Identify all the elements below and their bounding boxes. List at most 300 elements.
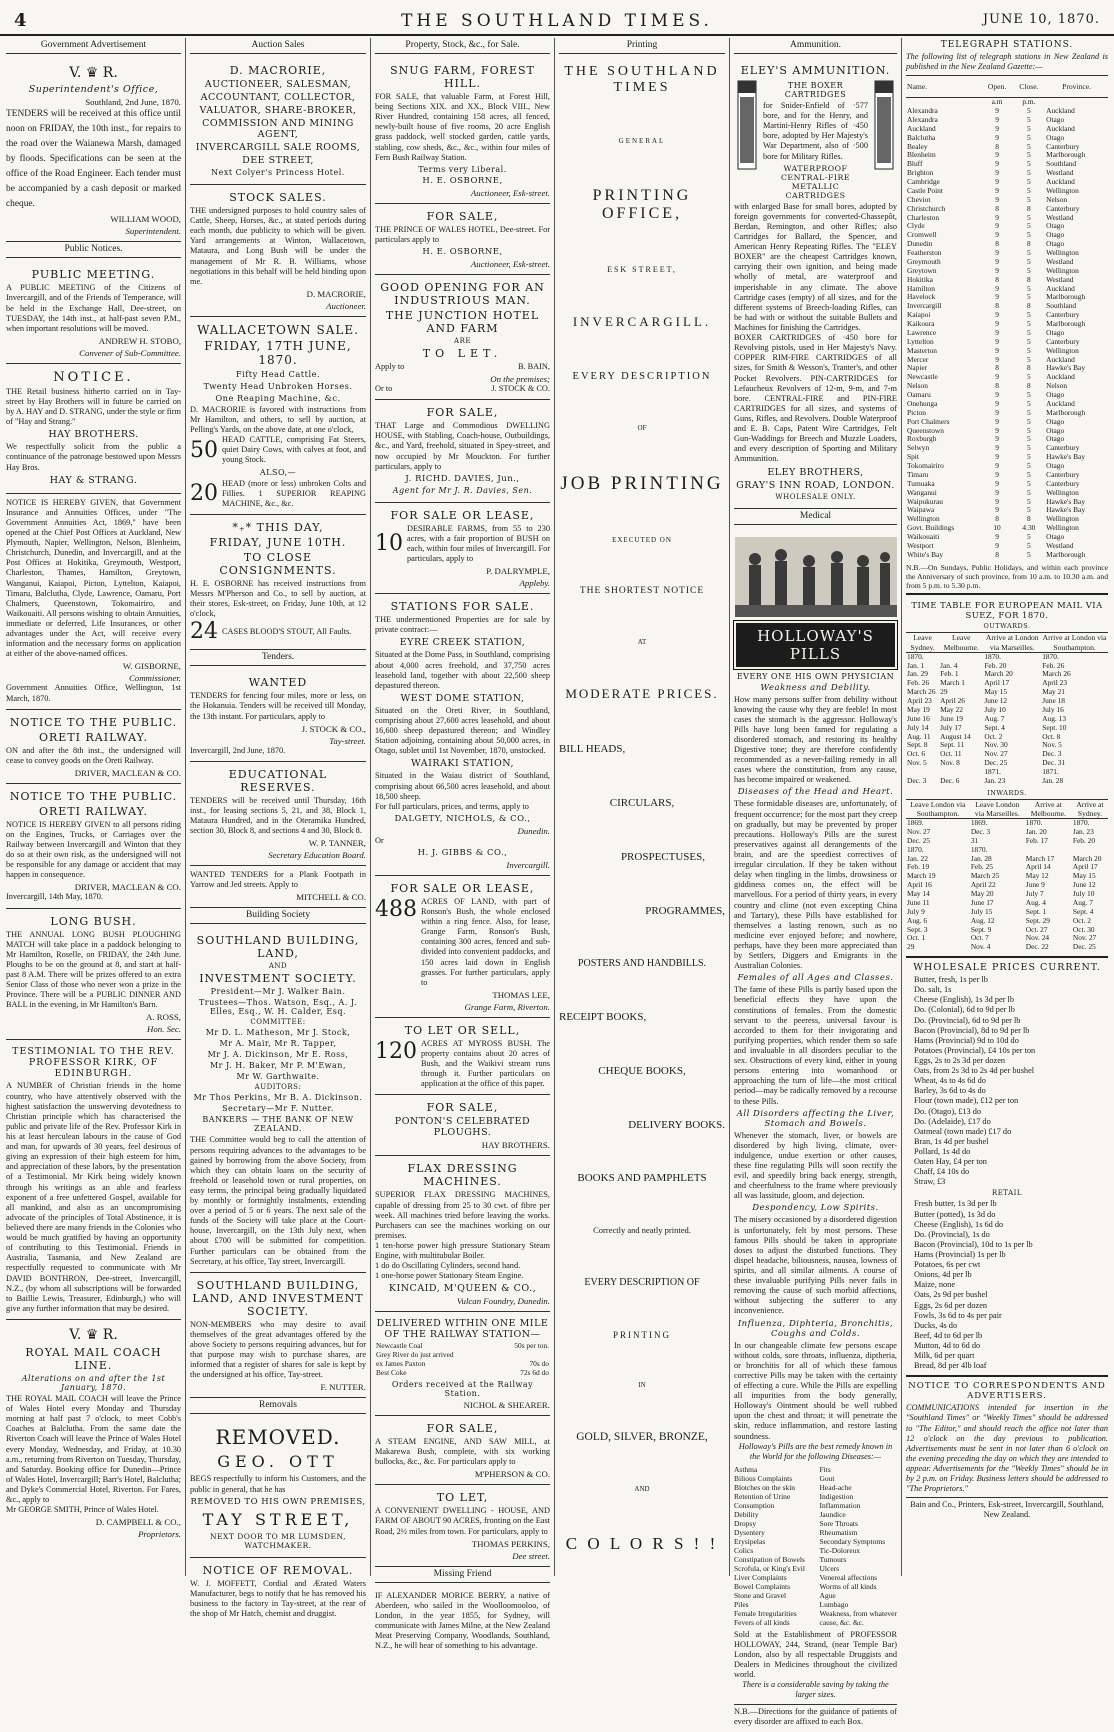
list-item: Cheese (English), 1s 6d do [914, 1219, 1004, 1229]
list-item: Bran, 1s 4d per bushel [914, 1136, 989, 1146]
table-cell: Oct. 7 [970, 933, 989, 943]
table-cell: Wellington [1046, 185, 1079, 195]
table-cell: Marlborough [1046, 319, 1086, 329]
table-cell: Nov. 27 [984, 749, 1008, 759]
signature: J. STOCK & CO., [301, 723, 366, 734]
table-cell: Alexandra [907, 106, 938, 116]
table-cell: Havelock [907, 292, 936, 302]
table-cell: Otago [1046, 461, 1065, 471]
line: JOB PRINTING [560, 473, 724, 495]
table-cell: Oct. 2 [984, 731, 1003, 741]
body: The following list of telegraph stations in New Zealand is published in the New Zealand Gazette:— [906, 52, 1108, 72]
table-cell: 9 [995, 540, 999, 550]
table-cell: Auckland [1046, 354, 1075, 364]
column-header: Leave Sydney. [906, 633, 939, 652]
table-cell: Sept. 10 [1042, 722, 1067, 732]
signature: J. STOCK & CO. [491, 384, 550, 394]
heading: TO LET, [436, 1491, 489, 1505]
table-cell: 9 [995, 505, 999, 515]
signature: A. ROSS, [146, 1012, 181, 1023]
table-cell: 5 [1027, 398, 1031, 408]
table-row [906, 837, 1108, 846]
date: FRIDAY, 17TH JUNE, 1870. [204, 338, 352, 367]
heading: FLAX DRESSING MACHINES. [407, 1162, 518, 1189]
table-row [906, 382, 1108, 391]
column-4 [555, 38, 730, 1576]
body: THE Committee would beg to call the attention of persons requiring advances to the advantages to be gained by borrowing from the above Society, from which they can obtain loans on the security of freehold or leasehold town or rural properties, on easy terms, the principal being gradually liquidated by monthly or fortnightly instalments, extending over a period of 5 or 6 years. The next sale of the funds of the Society will take place at the Court-house, Invercargill, on the 13th July next, when about £700 will be submitted for competition. Further particulars can be obtained from the Secretary, at his office, Tay street, Invercargill. [190, 1135, 366, 1266]
table-cell: Westport [907, 540, 934, 550]
table-cell: July 14 [907, 722, 929, 732]
building-society-ad [190, 928, 366, 1272]
list-item: Venereal affections [819, 1572, 878, 1582]
line: Mr J. A. Dickinson, Mr E. Ross, [207, 1050, 349, 1060]
table-cell: 5 [1027, 540, 1031, 550]
table-cell: Waikouaiti [907, 532, 940, 542]
table-cell: 1870. [1025, 818, 1043, 828]
removal-notice-ad [190, 1558, 366, 1624]
table-cell: 29 [907, 942, 915, 952]
unit-label: p.m. [1022, 97, 1036, 107]
line: BOOKS AND PAMPHLETS [577, 1172, 707, 1185]
signature: DALGETY, NICHOLS, & CO., [394, 813, 531, 824]
list-item: Gout [819, 1473, 835, 1483]
table-cell: Jan. 22 [907, 853, 928, 863]
signature: Mr GEORGE SMITH, Prince of Wales Hotel. [6, 1505, 159, 1515]
signature: HAY BROTHERS. [48, 429, 139, 441]
table-cell: Oct. 6 [907, 749, 926, 759]
table-cell: April 23 [1042, 678, 1068, 688]
cartridge-icon [871, 79, 897, 171]
subheading: WATERPROOF CENTRAL-FIRE METALLIC CARTRIDGES [780, 163, 851, 200]
signature: DRIVER, MACLEAN & CO. [74, 767, 181, 778]
table-cell: Otago [1046, 132, 1065, 142]
table-cell: 9 [995, 194, 999, 204]
lot-number: 120 [375, 1038, 417, 1064]
table-cell: 9 [995, 123, 999, 133]
table-cell: Dunedin [907, 239, 933, 249]
wanted-ad [190, 670, 366, 761]
table-cell: Hamilton [907, 283, 935, 293]
table-cell: Southland [1046, 301, 1077, 311]
table-cell: March 26 [907, 687, 936, 697]
list-item: Hams (Provincial) 9d to 10d do [914, 1035, 1019, 1045]
table-cell: 9 [995, 159, 999, 169]
table-cell: Wellington [1046, 523, 1079, 533]
list-item: Oats, 2s 9d per bushel [914, 1290, 988, 1300]
table-cell: Oct. 11 [940, 749, 962, 759]
list-item: Erysipelas [734, 1536, 766, 1546]
list-item: Consumption [734, 1500, 775, 1510]
signature-title: Superintendent. [125, 226, 181, 237]
table-cell: 8 [1027, 301, 1031, 311]
line: Or [375, 835, 384, 845]
table-cell: Feb. 25 [970, 862, 993, 872]
table-cell: Marlborough [1046, 292, 1086, 302]
table-cell: Canterbury [1046, 443, 1080, 453]
table-cell: May 21 [1042, 687, 1065, 697]
body: TENDERS will be received at this office until noon on FRIDAY, the 10th inst., for repairs to the road over the Waianewa Marsh, damaged by floods. Specifications can be seen at the office of the Road Engineer. Each tender must be accompanied by a cash deposit or marked cheque. [6, 109, 181, 210]
table-cell: Charleston [907, 212, 940, 222]
dwelling-let-ad [375, 1485, 550, 1566]
table-cell: June 12 [984, 696, 1008, 706]
heading: FOR SALE, [426, 406, 499, 420]
table-cell: Dec. 31 [1042, 758, 1066, 768]
table-cell: 9 [995, 469, 999, 479]
table-cell: 5 [1027, 212, 1031, 222]
column-5 [730, 38, 902, 1726]
footer: Invercargill, 2nd June, 1870. [190, 745, 286, 755]
table-cell: May 15 [1072, 871, 1096, 881]
table-cell: Aug. 7 [1072, 897, 1093, 907]
line: BILL HEADS, [559, 743, 626, 756]
signature: W. P. TANNER, [308, 838, 366, 849]
body: NOTICE IS HEREBY GIVEN to all persons riding on the Engines, Trucks, or Carriages over the Railway between Invercargill and Winton that they do so at their own risk, as the undersigned will not be responsible for any damage or accident that may happen in consequence. [6, 819, 181, 880]
table-cell: Timaru [907, 469, 929, 479]
table-cell: Featherston [907, 248, 942, 258]
list-item: Bread, 8d per 4lb loaf [914, 1361, 987, 1371]
table-row [906, 943, 1108, 952]
table-cell: April 26 [940, 696, 965, 706]
body: THE ROYAL MAIL COACH will leave the Prince of Wales Hotel every Monday and Thursday morning at half past 7 o'clock, to meet Cobb's Coaches at Balclutha. From the same date the Riverton Coach will leave the Prince of Wales Hotel every Monday, Wednesday, and Friday, at 10.30 a.m., returning from Riverton on Tuesday, Thursday, and Saturday. Booking office for Dunedin—Prince of Wales Hotel, Invercargill; Barr's Hotel, Balclutha; and Dyke's Commercial Hotel, Riverton. For Fares, &c., apply to [6, 1393, 181, 1505]
table-cell: Feb. 26 [907, 678, 930, 688]
table-cell: Brighton [907, 168, 934, 178]
table-cell: Hawke's Bay [1046, 363, 1086, 373]
body: For full particulars, prices, and terms, apply to [375, 801, 529, 811]
table-cell: Aug. 7 [984, 713, 1005, 723]
list-item: Colics [734, 1545, 754, 1555]
table-row [906, 715, 1108, 724]
line: Mr A. Mair, Mr R. Tapper, [219, 1039, 337, 1049]
line: GENERAL [618, 137, 666, 146]
table-cell: 5 [1027, 434, 1031, 444]
table-row [906, 688, 1108, 697]
flax-machines-ad [375, 1156, 550, 1312]
table-cell: 1870. [1072, 818, 1090, 828]
list-item: Oats, from 2s 3d to 2s 4d per bushel [914, 1066, 1035, 1076]
subheading: EVERY ONE HIS OWN PHYSICIAN [736, 671, 895, 681]
table-cell: Aug. 13 [1042, 713, 1067, 723]
signature: MITCHELL & CO. [296, 892, 366, 903]
list-item: Stone and Gravel [734, 1590, 787, 1600]
footer: Government Annuities Office, Wellington, 1st March, 1870. [6, 683, 181, 703]
table-cell: 9 [995, 461, 999, 471]
table-cell: 9 [995, 354, 999, 364]
table-cell: Jan. 23 [1072, 826, 1094, 836]
table-cell: Canterbury [1046, 203, 1080, 213]
table-cell: Nov. 8 [940, 758, 960, 768]
dwelling-sale-ad [375, 400, 550, 503]
table-cell: Newcastle Coal [376, 1341, 423, 1351]
line: COMMISSION AND MINING AGENT, [202, 118, 354, 140]
list-item: Dropsy [734, 1518, 757, 1528]
list-item: Fits [819, 1464, 831, 1474]
list-item: Female Irregularities [734, 1608, 797, 1618]
signature-title: Invercargill. [506, 859, 550, 870]
list-item: Hams (Provincial) 1s per lb [914, 1250, 1006, 1259]
table-cell: Cambridge [907, 177, 940, 187]
table-cell: Blenheim [907, 150, 936, 160]
table-cell: 9 [995, 185, 999, 195]
table-cell: Onehunga [907, 398, 938, 408]
line: AUDITORS: [254, 1083, 302, 1092]
line: Mr W. Garthwaite. [236, 1072, 320, 1082]
table-cell: Jan. 23 [984, 775, 1006, 785]
line: COMMITTEE: [250, 1018, 306, 1027]
table-cell: Aug. 12 [970, 915, 995, 925]
table-cell: 9 [995, 150, 999, 160]
body: COMMUNICATIONS intended for insertion in the "Southland Times" or "Weekly Times" should be addressed to "The Editor," and should reach the office not later than 12 o'clock on the day previous to publication. Advertisements must be sent in not later than 6 o'clock on the evening preceding the day on which they are intended to appear. Advertisements for the "Weekly Times" should be in by 2 p.m. on Friday. Business letters should be addressed to "The Proprietors." [906, 1403, 1108, 1494]
line: NEXT DOOR TO MR LUMSDEN, WATCHMAKER. [209, 1531, 346, 1550]
table-cell: Aug. 4 [1025, 897, 1046, 907]
section-head: Ammunition. [734, 38, 897, 54]
table-cell: April 17 [1072, 862, 1098, 872]
subheading: Females of all Ages and Classes. [737, 973, 894, 984]
coal-ad [375, 1312, 550, 1416]
heading: ELEY'S AMMUNITION. [740, 64, 891, 77]
disease-list [734, 1465, 897, 1627]
body: H. E. OSBORNE has received instructions from Messrs M'Pherson and Co., to sell by auction, at their stores, Esk-street, on Friday, June 10th, at 12 o'clock, [190, 578, 366, 619]
table-cell: Aug. 11 [907, 731, 931, 741]
table-cell: 8 [995, 514, 999, 524]
table-cell: Kaikoura [907, 319, 935, 329]
section-head: Government Advertisement [6, 38, 181, 54]
list-item: Wheat, 4s to 4s 6d do [914, 1076, 986, 1086]
table-cell: June 16 [907, 713, 930, 723]
body: We respectfully solicit from the public a continuance of the patronage bestowed upon Messrs Hay Bros. [6, 442, 181, 472]
line: THE SHORTEST NOTICE [579, 585, 705, 596]
signature-title: Grange Farm, Riverton. [464, 1001, 550, 1012]
heading: FOR SALE, [426, 209, 499, 223]
subheading: OUTWARDS. [983, 622, 1031, 631]
table-cell: Otago [1046, 416, 1065, 426]
body: FOR SALE, that valuable Farm, at Forest Hill, being Sections XIX. and XX., Block VIII., New River Hundred, containing 158 acres, all fenced, newly-built house of five rooms, 20 acre English grass paddock, well stocked garden, cattle yards, stabling, cow sheds, &c., &c., within four miles of Fern Bush Railway Station. [375, 92, 550, 162]
lot-number: 24 [190, 619, 218, 645]
list-item: Indigestion [819, 1491, 854, 1501]
table-cell: Hawke's Bay [1046, 452, 1086, 462]
inwards-table [906, 799, 1108, 952]
table-cell: 5 [1027, 194, 1031, 204]
table-cell: Oct. 2 [1072, 915, 1091, 925]
list-item: Inflammation [819, 1500, 861, 1510]
table-row [906, 551, 1108, 560]
table-cell: Best Coke [376, 1368, 407, 1378]
table-row [906, 750, 1108, 759]
table-cell: 1869. [970, 818, 988, 828]
list-item: Head-ache [819, 1482, 852, 1492]
body: with enlarged Base for small bores, adopted by foreign governments for converted-Chassepôt, Berdan, Remington, and other Rifles; also Cartridges for Ballard, the Spencer, and American Henry Repeating Rifles. The "ELEY BOXER" are the cheapest Cartridges known, carrying their own ignition, and being made wholly of metal, are waterproof and imperishable in any climate. The above Cartridge cases (empty) of all sizes, and for the different systems of Breech-loading Rifles, can be had with or without the suitable Bullets and Machines for finishing the Cartridges. [734, 201, 897, 332]
heading: NOTICE TO THE PUBLIC. [9, 789, 178, 803]
table-row [906, 373, 1108, 382]
table-cell: June 18 [1042, 696, 1065, 706]
line: PONTON'S CELEBRATED PLOUGHS. [394, 1116, 531, 1139]
signature: HAY & STRANG. [49, 474, 138, 486]
subheading: WEST DOME STATION, [400, 692, 525, 704]
signature: H. E. OSBORNE, [422, 175, 503, 186]
line: Apply to [375, 361, 405, 371]
table-cell: 9 [995, 416, 999, 426]
heading: TO LET OR SELL, [404, 1023, 521, 1037]
table-cell: Nov. 5 [907, 758, 927, 768]
table-row [906, 533, 1108, 542]
table-cell: 9 [995, 248, 999, 258]
royal-crest-icon: V. ♛ R. [69, 65, 118, 81]
body: A STEAM ENGINE, AND SAW MILL, at Makarewa Bush, complete, with six working bullocks, &c., &c. For particulars apply to [375, 1436, 550, 1467]
body: HEAD (more or less) unbroken Colts and Fillies. 1 SUPERIOR REAPING MACHINE, &c., &c. [222, 478, 366, 508]
table-cell: Tokomairiro [907, 461, 944, 471]
table-cell: 9 [995, 265, 999, 275]
myross-ad [375, 1018, 550, 1096]
table-cell: Sept. 1 [1025, 906, 1047, 916]
table-cell: Greymouth [907, 256, 941, 266]
heading: INVESTMENT SOCIETY. [199, 972, 357, 986]
heading: GOOD OPENING FOR AN INDUSTRIOUS MAN. [380, 280, 545, 307]
column-header: Leave Melbourne. [939, 633, 983, 652]
table-cell: 9 [995, 434, 999, 444]
table-cell: March 20 [984, 669, 1013, 679]
body: A PUBLIC MEETING of the Citizens of Invercargill, and of the Friends of Temperance, will be held in the Exchange Hall, Dee-street, on TUESDAY, the 14th inst., at half-past seven P.M., when important resolutions will be moved. [6, 283, 181, 333]
column-6 [902, 38, 1112, 1576]
footer: Invercargill, 14th May, 1870. [6, 892, 104, 902]
table-cell: Auckland [1046, 177, 1075, 187]
signature-title: On the premises; [490, 374, 550, 385]
column-header: Arrive at London via Southampton. [1042, 633, 1107, 652]
line: BANKERS — THE BANK OF NEW ZEALAND. [202, 1115, 354, 1134]
table-cell: 5 [1027, 177, 1031, 187]
list-item: Oatmeal (town made) £17 do [914, 1126, 1012, 1136]
table-cell: Oamaru [907, 390, 931, 400]
list-item: Bilious Complaints [734, 1473, 793, 1483]
list-item: Do. (Colonial), 6d to 9d per lb [914, 1005, 1015, 1015]
body: TENDERS will be received until Thursday, 16th inst., for leasing sections 5, 21, and 38, Block 1, Mataura Hundred, and in the Oteramika Hundred, section 30, Block 8, and sections 4 and 30, Block 8. [190, 795, 366, 836]
newspaper-title: THE SOUTHLAND TIMES. [401, 11, 713, 31]
list-item: Fevers of all kinds [734, 1617, 790, 1627]
table-cell: 8 [995, 363, 999, 373]
table-cell: 31 [970, 835, 979, 845]
stock-sales-ad [190, 185, 366, 317]
mail-timetable [906, 593, 1108, 952]
subheading: Alterations on and after the 1st January, 1870. [21, 1373, 166, 1392]
column-header: Arrive at London via Marseilles. [983, 633, 1041, 652]
signature: D. CAMPBELL & CO., [95, 1517, 181, 1528]
table-cell: July 10 [1072, 889, 1095, 899]
table-row [906, 267, 1108, 276]
wholesale-list [906, 975, 1108, 1187]
table-cell: Otago [1046, 221, 1065, 231]
table-cell: 8 [1027, 514, 1031, 524]
table-cell: 5 [1027, 230, 1031, 240]
list-item: Onions, 4d per lb [914, 1270, 972, 1280]
footer: Next Colyer's Princess Hotel. [211, 168, 345, 177]
table-cell: 1869. [907, 818, 924, 828]
section-head: Missing Friend [375, 1567, 550, 1583]
body: D. MACRORIE is favored with instructions from Mr Hamilton, and others, to sell by auction, at Pelling's Yards, on the above date, at one o'clock, [190, 404, 366, 435]
list-item: 1 ten-horse power high pressure Stationary Steam Engine, with multitubular Boiler. [375, 1241, 550, 1261]
table-cell: 5 [1027, 336, 1031, 346]
list-item: Retention of Urine [734, 1491, 791, 1501]
table-cell: 8 [1027, 239, 1031, 249]
list-item: Bacon (Provincial), 8d to 9d per lb [914, 1025, 1030, 1035]
list-item: Fowls, 3s 6d to 4s per pair [914, 1310, 1002, 1320]
table-cell: June 9 [1025, 880, 1045, 890]
body: THE undersigned purposes to hold country sales of Cattle, Sheep, Horses, &c., at stated periods during each month, due publicity to which will be given. Yard arrangements at Winton, Wallacetown, Mataura, and Long Bush will be under the management of Mr R. B. Williams, whose negotiations in this behalf will be held binding upon me. [190, 206, 366, 286]
subheading: Diseases of the Head and Heart. [737, 787, 894, 798]
table-cell: 5 [1027, 150, 1031, 160]
signature-title: Dunedin. [517, 825, 550, 836]
table-cell: Aug. 6 [907, 915, 928, 925]
line: ESK STREET, [607, 264, 677, 274]
snug-farm-ad [375, 58, 550, 204]
list-item: Lumbago [819, 1599, 849, 1609]
table-cell: 5 [1027, 345, 1031, 355]
table-cell: Wellington [1046, 487, 1079, 497]
body: N.B.—Directions for the guidance of patients of every disorder are affixed to each Box. [734, 1704, 897, 1727]
table-cell: 5 [1027, 159, 1031, 169]
royal-crest-icon: V. ♛ R. [69, 1326, 118, 1343]
gov-tender-ad [6, 58, 181, 242]
list-item: Worms of all kinds [819, 1581, 877, 1591]
table-cell: May 14 [907, 889, 930, 899]
retail-list [906, 1199, 1108, 1371]
heading: SOUTHLAND BUILDING, LAND, AND INVESTMENT SOCIETY. [192, 1278, 364, 1318]
telegraph-table [906, 75, 1108, 560]
line: INVERCARGILL SALE ROOMS, [195, 142, 361, 153]
table-cell: Auckland [1046, 123, 1075, 133]
heading: NOTICE TO CORRESPONDENTS AND ADVERTISERS. [908, 1381, 1106, 1402]
signature-title: Agent for Mr J. R. Davies, Sen. [392, 485, 533, 495]
table-row [906, 231, 1108, 240]
table-cell: Dec. 25 [1072, 942, 1096, 952]
list-item: Eggs, 2s to 2s 3d per dozen [914, 1056, 1006, 1066]
column-3 [371, 38, 555, 1651]
table-cell: Feb. 19 [907, 862, 930, 872]
signature-title: Secretary Education Board. [268, 850, 366, 861]
table-cell: Christchurch [907, 203, 946, 213]
table-cell: 9 [995, 532, 999, 542]
table-cell: Feb. 20 [984, 660, 1007, 670]
table-cell: Dec. 3 [970, 826, 991, 836]
heading: TO LET. [422, 346, 503, 360]
table-cell: Picton [907, 407, 926, 417]
table-row [906, 768, 1108, 777]
eley-ammunition-ad [734, 58, 897, 509]
line: ACCOUNTANT, COLLECTOR, [200, 92, 356, 103]
saw-mill-ad [375, 1416, 550, 1485]
table-cell: Westland [1046, 256, 1074, 266]
body: ACRES OF LAND, with part of Ronson's Bush, the whole enclosed within a ring fence. Also, for lease, Grange Farm, Ronson's Bush, containing 300 acres, fenced and sub-divided into convenient paddocks, and 150 acres laid down in English grasses. For further particulars, apply to [421, 896, 550, 987]
table-cell: 8 [1027, 203, 1031, 213]
line: PRINTING [613, 1329, 671, 1340]
line: Secretary—Mr F. Nutter. [222, 1104, 334, 1114]
signature: NICHOL & SHEARER. [463, 1399, 550, 1410]
table-row [906, 187, 1108, 196]
signature-title: Auctioneer, Esk-street. [470, 258, 550, 269]
table-cell: July 15 [970, 906, 993, 916]
line: One Reaping Machine, &c. [215, 392, 341, 403]
table-cell: Auckland [907, 123, 936, 133]
table-cell: Hawke's Bay [1046, 496, 1086, 506]
testimonial-ad [6, 1040, 181, 1320]
table-cell: Otago [1046, 327, 1065, 337]
heading: WHOLESALE PRICES CURRENT. [913, 962, 1101, 974]
table-cell: Dec. 3 [1042, 749, 1062, 759]
subheading: ORETI RAILWAY. [38, 730, 149, 744]
subheading: THE BOXER CARTRIDGES [784, 81, 847, 99]
printing-ad [559, 58, 725, 1558]
table-cell: March 17 [1025, 853, 1055, 863]
table-cell: 5 [1027, 496, 1031, 506]
table-cell: 8 [1027, 381, 1031, 391]
stations-ad [375, 594, 550, 876]
